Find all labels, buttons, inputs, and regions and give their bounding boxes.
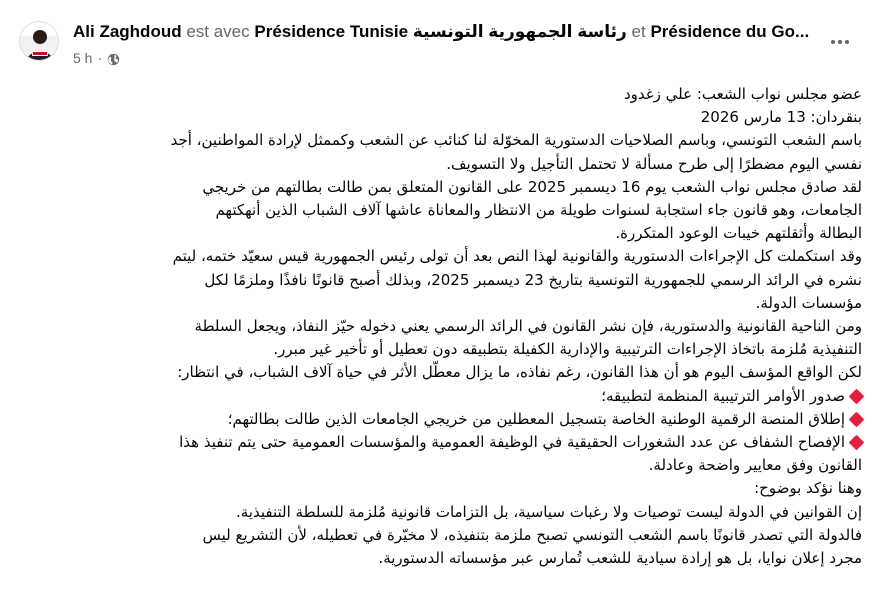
post-header (0, 0, 877, 78)
body-line: القانون وفق معايير واضحة وعادلة. (648, 456, 862, 475)
body-line: إن القوانين في الدولة ليست توصيات ولا رغبات سياسية، بل التزامات قانونية مُلزمة للسلطة التنفيذية. (236, 502, 862, 521)
post-meta (73, 49, 120, 67)
body-line: عضو مجلس نواب الشعب: علي زغدود (623, 85, 862, 103)
body-line: مجرد إعلان نوايا، بل هو إرادة سيادية للشعب تُمارس عبر مؤسساته الدستورية. (378, 549, 862, 568)
bullet-item (0, 385, 862, 408)
body-line: التنفيذية مُلزمة باتخاذ الإجراءات الترتيبية والإدارية الكفيلة بتطبيقه دون تعطيل أو تأخير غير مبرر. (273, 340, 862, 359)
bullet-text: الإفصاح الشفاف عن عدد الشغورات الحقيقية في الوظيفة العمومية والمؤسسات العمومية حتى يتم تنفيذ هذا (179, 433, 845, 452)
tagged-page-2[interactable]: Présidence du Go... (650, 22, 810, 41)
body-line: نفسي اليوم مضطرًا إلى طرح مسألة لا تحتمل التأجيل ولا التسويف. (446, 154, 862, 173)
globe-icon[interactable] (107, 52, 120, 65)
meta-separator: · (97, 50, 103, 66)
post-title-line (73, 21, 818, 43)
body-line: وقد استكملت كل الإجراءات الدستورية والقانونية لهذا النص بعد أن تولى رئيس الجمهورية قيس سعيّد ختمه، ليتم (172, 247, 862, 266)
red-diamond-icon (849, 435, 865, 451)
body-line: باسم الشعب التونسي، وباسم الصلاحيات الدستورية المخوّلة لنا كنائب عن الشعب وكممثل لإرادة المواطنين، أجد (170, 131, 862, 150)
body-line: فالدولة التي تصدر قانونًا باسم الشعب التونسي تصبح ملزمة بتنفيذه، لا مخيّرة في تعطيله، لأن التشريع ليس (202, 525, 862, 544)
post-body-text (0, 83, 862, 570)
body-line: لقد صادق مجلس نواب الشعب يوم 16 ديسمبر 2025 على القانون المتعلق بمن طالت بطالتهم من خريجي (202, 177, 862, 196)
bullet-item (0, 408, 862, 431)
body-line: وهنا نؤكد بوضوح: (754, 479, 862, 498)
avatar-image (20, 22, 59, 61)
body-line: الجامعات، وهو قانون جاء استجابة لسنوات طويلة من الانتظار والمعاناة عاشها آلاف الشباب الذين أنهكتهم (215, 201, 862, 220)
red-diamond-icon (849, 388, 865, 404)
bullet-item (0, 431, 862, 454)
red-diamond-icon (849, 412, 865, 428)
more-options-icon (830, 39, 850, 45)
with-connector: est avec (186, 22, 250, 41)
body-line: نشره في الرائد الرسمي للجمهورية التونسية بتاريخ 23 ديسمبر 2025، وبذلك أصبح قانونًا نافذًا وملزمًا لكل (204, 270, 862, 289)
bullet-text: إطلاق المنصة الرقمية الوطنية الخاصة بتسجيل المعطلين من خريجي الجامعات الذين طالت بطالتهم؛ (227, 409, 845, 428)
author-avatar[interactable] (19, 21, 59, 61)
body-line: لكن الواقع المؤسف اليوم هو أن هذا القانون، رغم نفاذه، ما يزال معطّل الأثر في حياة آلاف الشباب، في انتظار: (177, 363, 862, 382)
and-connector: et (631, 22, 646, 41)
author-name[interactable]: Ali Zaghdoud (73, 22, 182, 41)
body-line: بنقردان: 13 مارس 2026 (700, 108, 862, 127)
body-line: ومن الناحية القانونية والدستورية، فإن نشر القانون في الرائد الرسمي يعني دخوله حيّز النفاذ، ويجعل السلطة (194, 317, 862, 336)
body-line: البطالة وأثقلتهم خيبات الوعود المتكررة. (615, 224, 862, 243)
bullet-text: صدور الأوامر الترتيبية المنظمة لتطبيقه؛ (601, 386, 845, 405)
more-options-button[interactable] (825, 27, 855, 57)
tagged-page-1[interactable]: Présidence Tunisie رئاسة الجمهورية التونسية (254, 22, 627, 41)
body-line: مؤسسات الدولة. (755, 293, 862, 312)
post-time[interactable]: 5 h (73, 50, 93, 66)
